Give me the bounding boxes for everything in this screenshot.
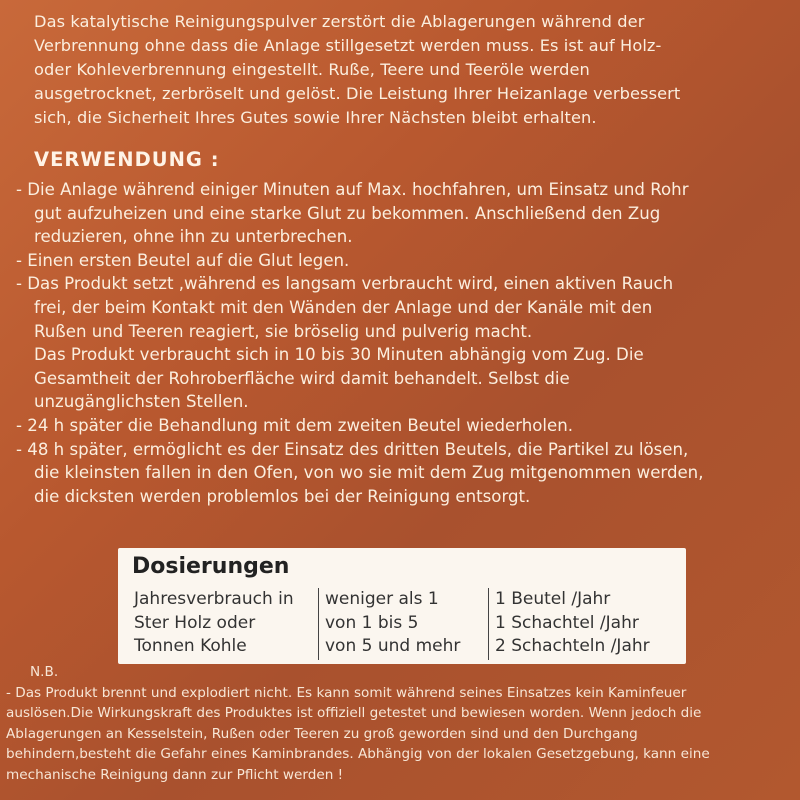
usage-line: reduzieren, ohne ihn zu unterbrechen. xyxy=(34,227,353,247)
usage-line: frei, der beim Kontakt mit den Wänden der Anlage und der Kanäle mit den xyxy=(34,297,653,317)
intro-line: Das katalytische Reinigungspulver zerstört die Ablagerungen während der xyxy=(34,12,645,31)
usage-line: Das Produkt verbraucht sich in 10 bis 30 Minuten abhängig vom Zug. Die xyxy=(34,345,644,365)
intro-line: ausgetrocknet, zerbröselt und gelöst. Die Leistung Ihrer Heizanlage verbessert xyxy=(34,84,681,103)
note-label: N.B. xyxy=(30,664,59,680)
usage-line: die dicksten werden problemlos bei der Reinigung entsorgt. xyxy=(34,486,531,506)
note-line: - Das Produkt brennt und explodiert nicht. Es kann somit während seines Einsatzes kein Kaminfeuer xyxy=(6,684,687,701)
usage-line: - 24 h später die Behandlung mit dem zweiten Beutel wiederholen. xyxy=(16,415,574,435)
usage-line: die kleinsten fallen in den Ofen, von wo sie mit dem Zug mitgenommen werden, xyxy=(34,463,704,483)
usage-line: - Einen ersten Beutel auf die Glut legen. xyxy=(16,250,350,270)
intro-line: sich, die Sicherheit Ihres Gutes sowie Ihrer Nächsten bleibt erhalten. xyxy=(34,108,597,127)
dosage-cell: weniger als 1 xyxy=(325,589,439,609)
dosage-cell: 1 Schachtel /Jahr xyxy=(495,612,639,633)
intro-line: oder Kohleverbrennung eingestellt. Ruße, Teere und Teeröle werden xyxy=(34,60,590,79)
dosage-cell: Tonnen Kohle xyxy=(134,636,247,656)
dosage-title: Dosierungen xyxy=(132,554,290,579)
note-line: mechanische Reinigung dann zur Pflicht werden ! xyxy=(6,766,344,783)
dosage-column-consumption xyxy=(134,588,294,659)
dosage-cell: von 1 bis 5 xyxy=(325,612,419,633)
dosage-cell: Ster Holz oder xyxy=(134,612,256,633)
dosage-cell: 2 Schachteln /Jahr xyxy=(495,636,650,656)
intro-line: Verbrennung ohne dass die Anlage stillgesetzt werden muss. Es ist auf Holz- xyxy=(34,36,662,55)
usage-line: unzugänglichsten Stellen. xyxy=(34,392,249,412)
dosage-cell: Jahresverbrauch in xyxy=(134,589,294,609)
dosage-box xyxy=(118,548,686,664)
note-section xyxy=(4,662,794,786)
dosage-cell: von 5 und mehr xyxy=(325,636,461,656)
dosage-cell: 1 Beutel /Jahr xyxy=(495,589,611,609)
usage-line: - 48 h später, ermöglicht es der Einsatz des dritten Beutels, die Partikel zu lösen, xyxy=(16,439,689,459)
usage-line: - Die Anlage während einiger Minuten auf Max. hochfahren, um Einsatz und Rohr xyxy=(16,180,689,199)
usage-heading: VERWENDUNG : xyxy=(34,148,220,171)
note-line: Ablagerungen an Kesselstein, Rußen oder Teeren zu groß geworden sind und den Durchgang xyxy=(6,725,638,742)
dosage-column-amount xyxy=(488,588,650,660)
usage-line: gut aufzuheizen und eine starke Glut zu bekommen. Anschließend den Zug xyxy=(34,203,661,223)
note-line: behindern,besteht die Gefahr eines Kaminbrandes. Abhängig von der lokalen Gesetzgebung, kann eine xyxy=(6,746,710,763)
usage-line: Gesamtheit der Rohroberfläche wird damit behandelt. Selbst die xyxy=(34,368,570,388)
usage-instructions xyxy=(16,178,791,508)
dosage-column-range xyxy=(318,588,460,660)
intro-paragraph xyxy=(34,10,774,130)
usage-line: Rußen und Teeren reagiert, sie bröselig und pulverig macht. xyxy=(34,321,533,341)
usage-line: - Das Produkt setzt ,während es langsam verbraucht wird, einen aktiven Rauch xyxy=(16,274,674,294)
note-line: auslösen.Die Wirkungskraft des Produktes ist offiziell getestet und bewiesen worden. Wenn jedoch die xyxy=(6,705,702,722)
